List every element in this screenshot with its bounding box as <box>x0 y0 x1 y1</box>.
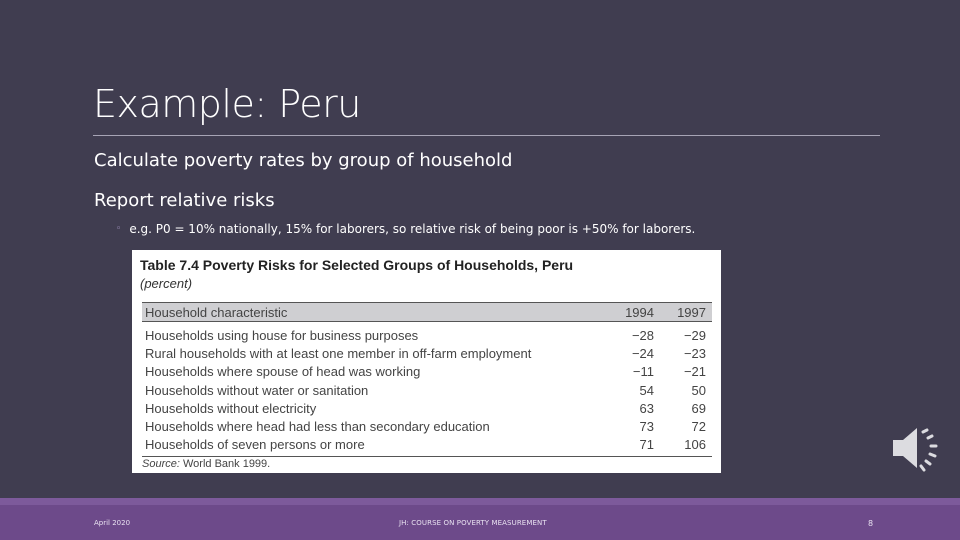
source-text: World Bank 1999. <box>182 458 271 470</box>
table-row <box>142 381 712 399</box>
cell-characteristic: Households using house for business purposes <box>145 327 419 343</box>
header-household-characteristic: Household characteristic <box>145 304 288 320</box>
table-row <box>142 344 712 362</box>
source-label: Source: <box>142 458 180 470</box>
ring-bullet-icon: ◦ <box>116 224 122 234</box>
cell-characteristic: Rural households with at least one member in off-farm employment <box>145 345 532 361</box>
table-title: Table 7.4 Poverty Risks for Selected Groups of Households, Peru <box>140 257 574 273</box>
cell-1997: 69 <box>691 400 706 416</box>
table-row <box>142 363 712 381</box>
sub-bullet-text: e.g. P0 = 10% nationally, 15% for laborers, so relative risk of being poor is +50% for laborers. <box>129 222 696 236</box>
cell-1994: −24 <box>631 345 654 361</box>
poverty-risk-table-image <box>132 250 721 473</box>
cell-1997: 72 <box>691 419 706 435</box>
header-1997: 1997 <box>677 304 706 320</box>
cell-1994: −28 <box>631 327 654 343</box>
cell-1994: −11 <box>632 364 654 380</box>
bullet-poverty-rates: Calculate poverty rates by group of household <box>94 150 513 171</box>
cell-characteristic: Households without electricity <box>145 400 317 416</box>
bullet-relative-risks: Report relative risks <box>94 190 275 211</box>
table-header-row <box>142 302 712 322</box>
footer-course-title: JH: COURSE ON POVERTY MEASUREMENT <box>399 519 547 527</box>
speaker-icon[interactable] <box>890 423 942 473</box>
table-row <box>142 436 712 454</box>
table-source <box>142 458 270 470</box>
cell-1997: 106 <box>684 437 706 453</box>
footer-date: April 2020 <box>94 519 131 527</box>
poverty-risk-table <box>142 302 712 457</box>
cell-characteristic: Households where head had less than secondary education <box>145 419 490 435</box>
cell-1997: −21 <box>683 364 706 380</box>
sub-bullet-example <box>116 222 695 236</box>
header-1994: 1994 <box>625 304 654 320</box>
cell-1997: −23 <box>683 345 706 361</box>
cell-1994: 73 <box>639 419 654 435</box>
table-body <box>142 322 712 457</box>
cell-1994: 54 <box>639 382 654 398</box>
cell-characteristic: Households without water or sanitation <box>145 382 369 398</box>
slide-title: Example: Peru <box>93 82 361 126</box>
table-subtitle: (percent) <box>140 276 193 291</box>
footer-page-number: 8 <box>868 519 874 528</box>
table-row <box>142 326 712 344</box>
cell-characteristic: Households where spouse of head was working <box>145 364 421 380</box>
cell-1997: −29 <box>683 327 706 343</box>
table-row <box>142 399 712 417</box>
cell-1994: 63 <box>639 400 654 416</box>
cell-1994: 71 <box>639 437 654 453</box>
cell-characteristic: Households of seven persons or more <box>145 437 365 453</box>
cell-1997: 50 <box>691 382 706 398</box>
footer-accent-strip <box>0 498 960 505</box>
title-divider <box>93 135 880 136</box>
table-row <box>142 417 712 435</box>
